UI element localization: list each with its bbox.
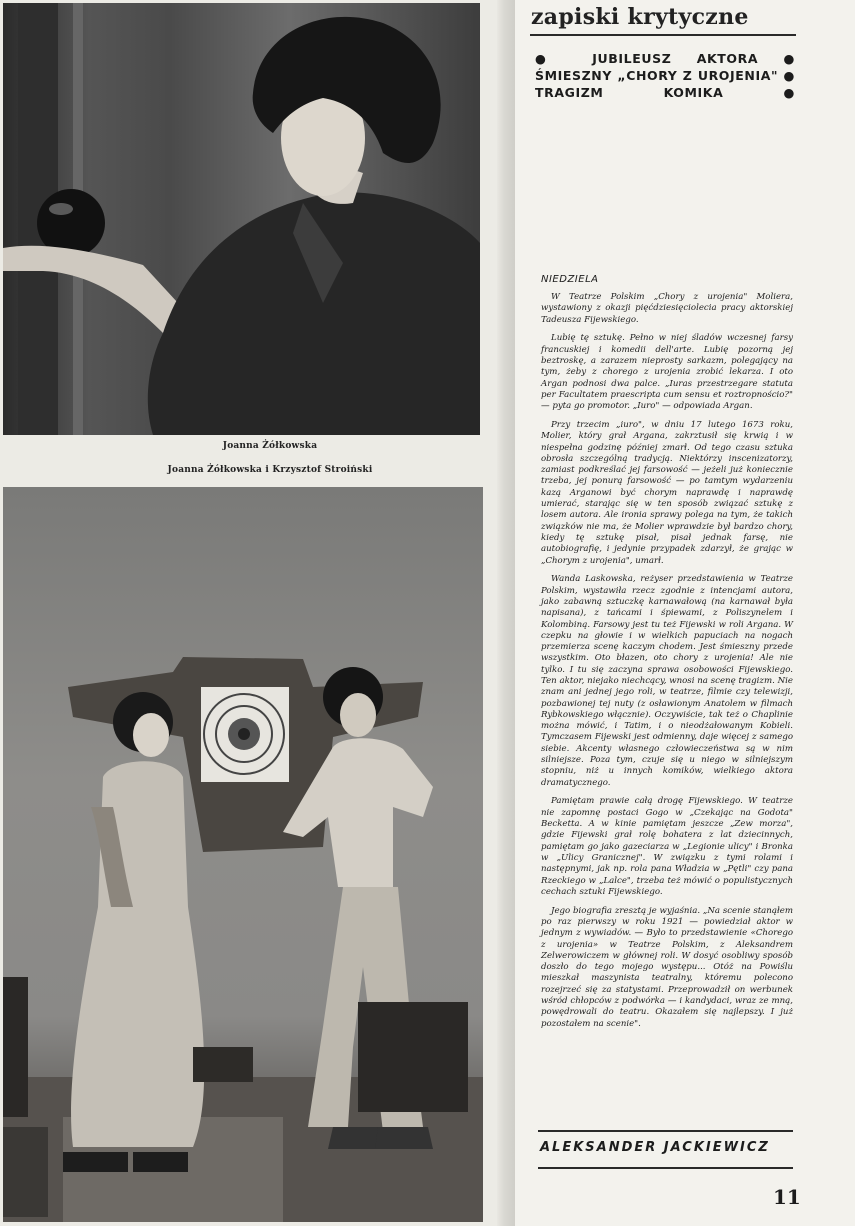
article-paragraph: Lubię tę sztukę. Pełno w niej śladów wczesnej farsy francuskiej i komedii dell'arte. Lubię pozorną jej beztroskę, a zarazem nieprosty sarkazm, polegający na tym, żeby z chorego z urojenia zrobić lekarza. I oto Argan podnosi dwa palce. „Iuras przestrzegare statuta per Facultatem praescripta cum sensu et roztropnościo?" — pyta go promotor. „Iuro" — odpowiada Argan.	[541, 333, 793, 412]
article-body	[541, 292, 793, 1037]
article-paragraph: W Teatrze Polskim „Chory z urojenia" Moliera, wystawiony z okazji pięćdziesięciolecia pracy aktorskiej Tadeusza Fijewskiego.	[541, 292, 793, 325]
photo-top-illustration	[3, 3, 480, 435]
title-rule	[530, 34, 796, 36]
column-gutter	[497, 0, 515, 1226]
bottom-photo-caption: Joanna Żółkowska i Krzysztof Stroiński	[167, 465, 373, 475]
author-name: ALEKSANDER JACKIEWICZ	[540, 1140, 770, 1155]
top-photo-caption: Joanna Żółkowska	[222, 441, 318, 451]
photo-joanna-zolkowska	[3, 3, 480, 435]
author-rule-bottom	[538, 1167, 793, 1169]
page-number: 11	[773, 1185, 801, 1209]
article-paragraph: Wanda Laskowska, reżyser przedstawienia w Teatrze Polskim, wystawiła rzecz zgodnie z intencjami autora, jako zabawną sztuczkę karnawałową (na karnawał była napisana), z tańcami i śpiewami, z Poliszynelem i Kolombiną. Farsowy jest tu też Fijewski w roli Argana. W czepku na głowie i w wielkich papuciach na nogach przemierza scenę kaczym chodem. Jest śmieszny przede wszystkim. Oto błazen, oto chory z urojenia! Ale nie tylko. I tu się zaczyna sprawa osobowości Fijewskiego. Ten aktor, niejako niechcący, wnosi na scenę tragizm. Nie znam ani jednej jego roli, w teatrze, filmie czy telewizji, pozbawionej tej nuty (z osławionym Anatolem w filmach Rybkowskiego włącznie). Oczywiście, tak też o Chaplinie można mówić, i Tatim, i o nieodżałowanym Kobieli. Tymczasem Fijewski jest odmienny, daje więcej z samego siebie. Akcenty własnego człowieczeństwa są w nim silniejsze. Poza tym, czuje się u niego w silniejszym stopniu, niż u innych komików, wielkiego aktora dramatycznego.	[541, 574, 793, 788]
column-title: zapiski krytyczne	[531, 4, 749, 30]
article-paragraph: Jego biografia zresztą je wyjaśnia. „Na scenie stanąłem po raz pierwszy w roku 1921 — powiedział aktor w jednym z wywiadów. — Było to przedstawienie «Chorego z urojenia» w Teatrze Polskim, z Aleksandrem Zelwerowiczem w głównej roli. W dosyć osobliwy sposób doszło do tego mojego występu... Otóż na Powiślu mieszkał maszynista teatralny, któremu polecono rozejrzeć się za statystami. Przeprowadził on werbunek wśród chłopców z podwórka — i kandydaci, wraz ze mną, powędrowali do teatru. Okazałem się najlepszy. I już pozostałem na scenie".	[541, 905, 793, 1029]
topics-list: ● JUBILEUSZ AKTORA ● ŚMIESZNY „CHORY Z UROJENIA" ● TRAGIZM KOMIKA ●	[535, 51, 795, 100]
author-rule-top	[538, 1130, 793, 1132]
section-label: NIEDZIELA	[541, 274, 599, 285]
article-paragraph: Pamiętam prawie całą drogę Fijewskiego. W teatrze nie zapomnę postaci Gogo w „Czekając na Godota" Becketta. A w kinie pamiętam jeszcze „Zew morza", gdzie Fijewski grał rolę bohatera z lat dziecinnych, pamiętam go jako gazeciarza w „Legionie ulicy" i Bronka w „Ulicy Granicznej". W związku z tymi rolami i następnymi, jak np. rola pana Władzia w „Pętli" czy pana Rzeckiego w „Lalce", trzeba też mówić o populistycznych cechach sztuki Fijewskiego.	[541, 796, 793, 897]
article-paragraph: Przy trzecim „iuro", w dniu 17 lutego 1673 roku, Molier, który grał Argana, zakrztusił się krwią i w niespełna godzinę później zmarł. Od tego czasu sztuka obrosła szczególną tradycją. Niektórzy inscenizatorzy, zamiast podkreślać jej farsowość — jeżeli już koniecznie trzeba, jej ponurą farsowość — po tamtym wydarzeniu kazą Arganowi być chorym naprawdę i naprawdę umierać, starając się w ten sposób związać sztukę z losem autora. Ale ironia sprawy polega na tym, że takich związków nie ma, że Molier wprawdzie był bardzo chory, kiedy tę sztukę pisał, pisał jednak farsę, nie autobiografię, i jedynie przypadek zdarzył, że grając w „Chorym z urojenia", umarł.	[541, 419, 793, 566]
photo-zolkowska-stroinski	[3, 487, 483, 1222]
photo-bottom-illustration	[3, 487, 483, 1222]
